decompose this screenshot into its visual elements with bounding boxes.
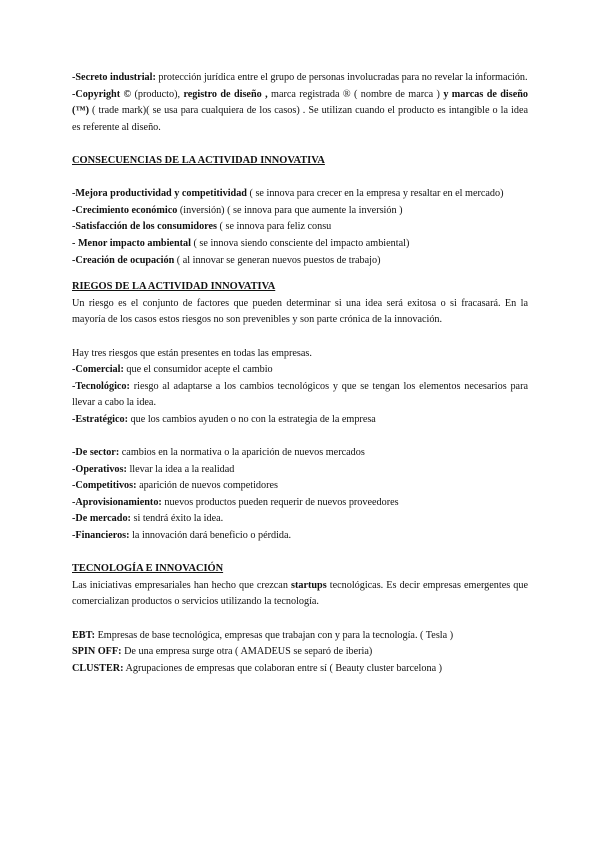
list-item: SPIN OFF: De una empresa surge otra ( AMADEUS se separó de iberia) — [72, 646, 373, 658]
paragraph-secreto-industrial: -Secreto industrial: protección jurídica entre el grupo de personas involucradas para no revelar la información. — [72, 72, 528, 83]
otros-riesgos-list — [72, 445, 528, 545]
list-item: -Estratégico: que los cambios ayuden o no con la estrategia de la empresa — [72, 413, 376, 425]
list-item: -Satisfacción de los consumidores ( se innova para feliz consu — [72, 221, 332, 233]
heading-riesgos: RIEGOS DE LA ACTIVIDAD INNOVATIVA — [72, 281, 276, 293]
list-item: -Creación de ocupación ( al innovar se generan nuevos puestos de trabajo) — [72, 254, 381, 266]
list-item: -De mercado: si tendrá éxito la idea. — [72, 513, 224, 525]
list-item: - Menor impacto ambiental ( se innova siendo consciente del impacto ambiental) — [72, 237, 410, 249]
list-item: -Mejora productividad y competitividad ( se innova para crecer en la empresa y resaltar en el mercado) — [72, 188, 504, 200]
document-page — [72, 70, 528, 677]
list-item: -De sector: cambios en la normativa o la aparición de nuevos mercados — [72, 447, 365, 459]
list-item: EBT: Empresas de base tecnológica, empresas que trabajan con y para la tecnología. ( Tesla ) — [72, 629, 454, 641]
list-item: -Operativos: llevar la idea a la realidad — [72, 463, 235, 475]
heading-consecuencias: CONSECUENCIAS DE LA ACTIVIDAD INNOVATIVA — [72, 154, 325, 166]
list-item: -Tecnológico: riesgo al adaptarse a los cambios tecnológicos y que se tengan los elementos necesarios para llevar a cabo la idea. — [72, 380, 528, 409]
list-item: -Crecimiento económico (inversión) ( se innova para que aumente la inversión ) — [72, 204, 403, 216]
paragraph-riesgos-intro: Un riesgo es el conjunto de factores que pueden determinar si una idea será exitosa o si fracasará. En la mayoría de los casos estos riesgos no son prevenibles y son parte crónica de la innovación. — [72, 297, 528, 326]
list-item: -Comercial: que el consumidor acepte el cambio — [72, 364, 273, 376]
list-item: -Competitivos: aparición de nuevos competidores — [72, 480, 278, 492]
tres-riesgos-list — [72, 362, 528, 428]
list-item: -Aprovisionamiento: nuevos productos pueden requerir de nuevos proveedores — [72, 496, 399, 508]
paragraph-tres-riesgos: Hay tres riesgos que están presentes en todas las empresas. — [72, 347, 312, 359]
paragraph-tecnologia-intro: Las iniciativas empresariales han hecho que crezcan startups tecnológicas. Es decir empresas emergentes que comercializan productos o servicios utilizando la tecnología. — [72, 579, 528, 608]
consecuencias-list — [72, 186, 528, 269]
term-secreto-industrial: -Secreto industrial: — [72, 72, 156, 83]
heading-tecnologia: TECNOLOGÍA E INNOVACIÓN — [72, 563, 224, 575]
tecnologia-list — [72, 628, 528, 678]
list-item: CLUSTER: Agrupaciones de empresas que colaboran entre sí ( Beauty cluster barcelona ) — [72, 662, 443, 674]
list-item: -Financieros: la innovación dará beneficio o pérdida. — [72, 530, 292, 542]
paragraph-copyright: -Copyright © (producto), registro de diseño , marca registrada ® ( nombre de marca ) y marcas de diseño (™) ( trade mark)( se usa para cualquiera de los casos) . Se utilizan cuando el producto es intangible o la idea es referente al diseño. — [72, 88, 529, 133]
